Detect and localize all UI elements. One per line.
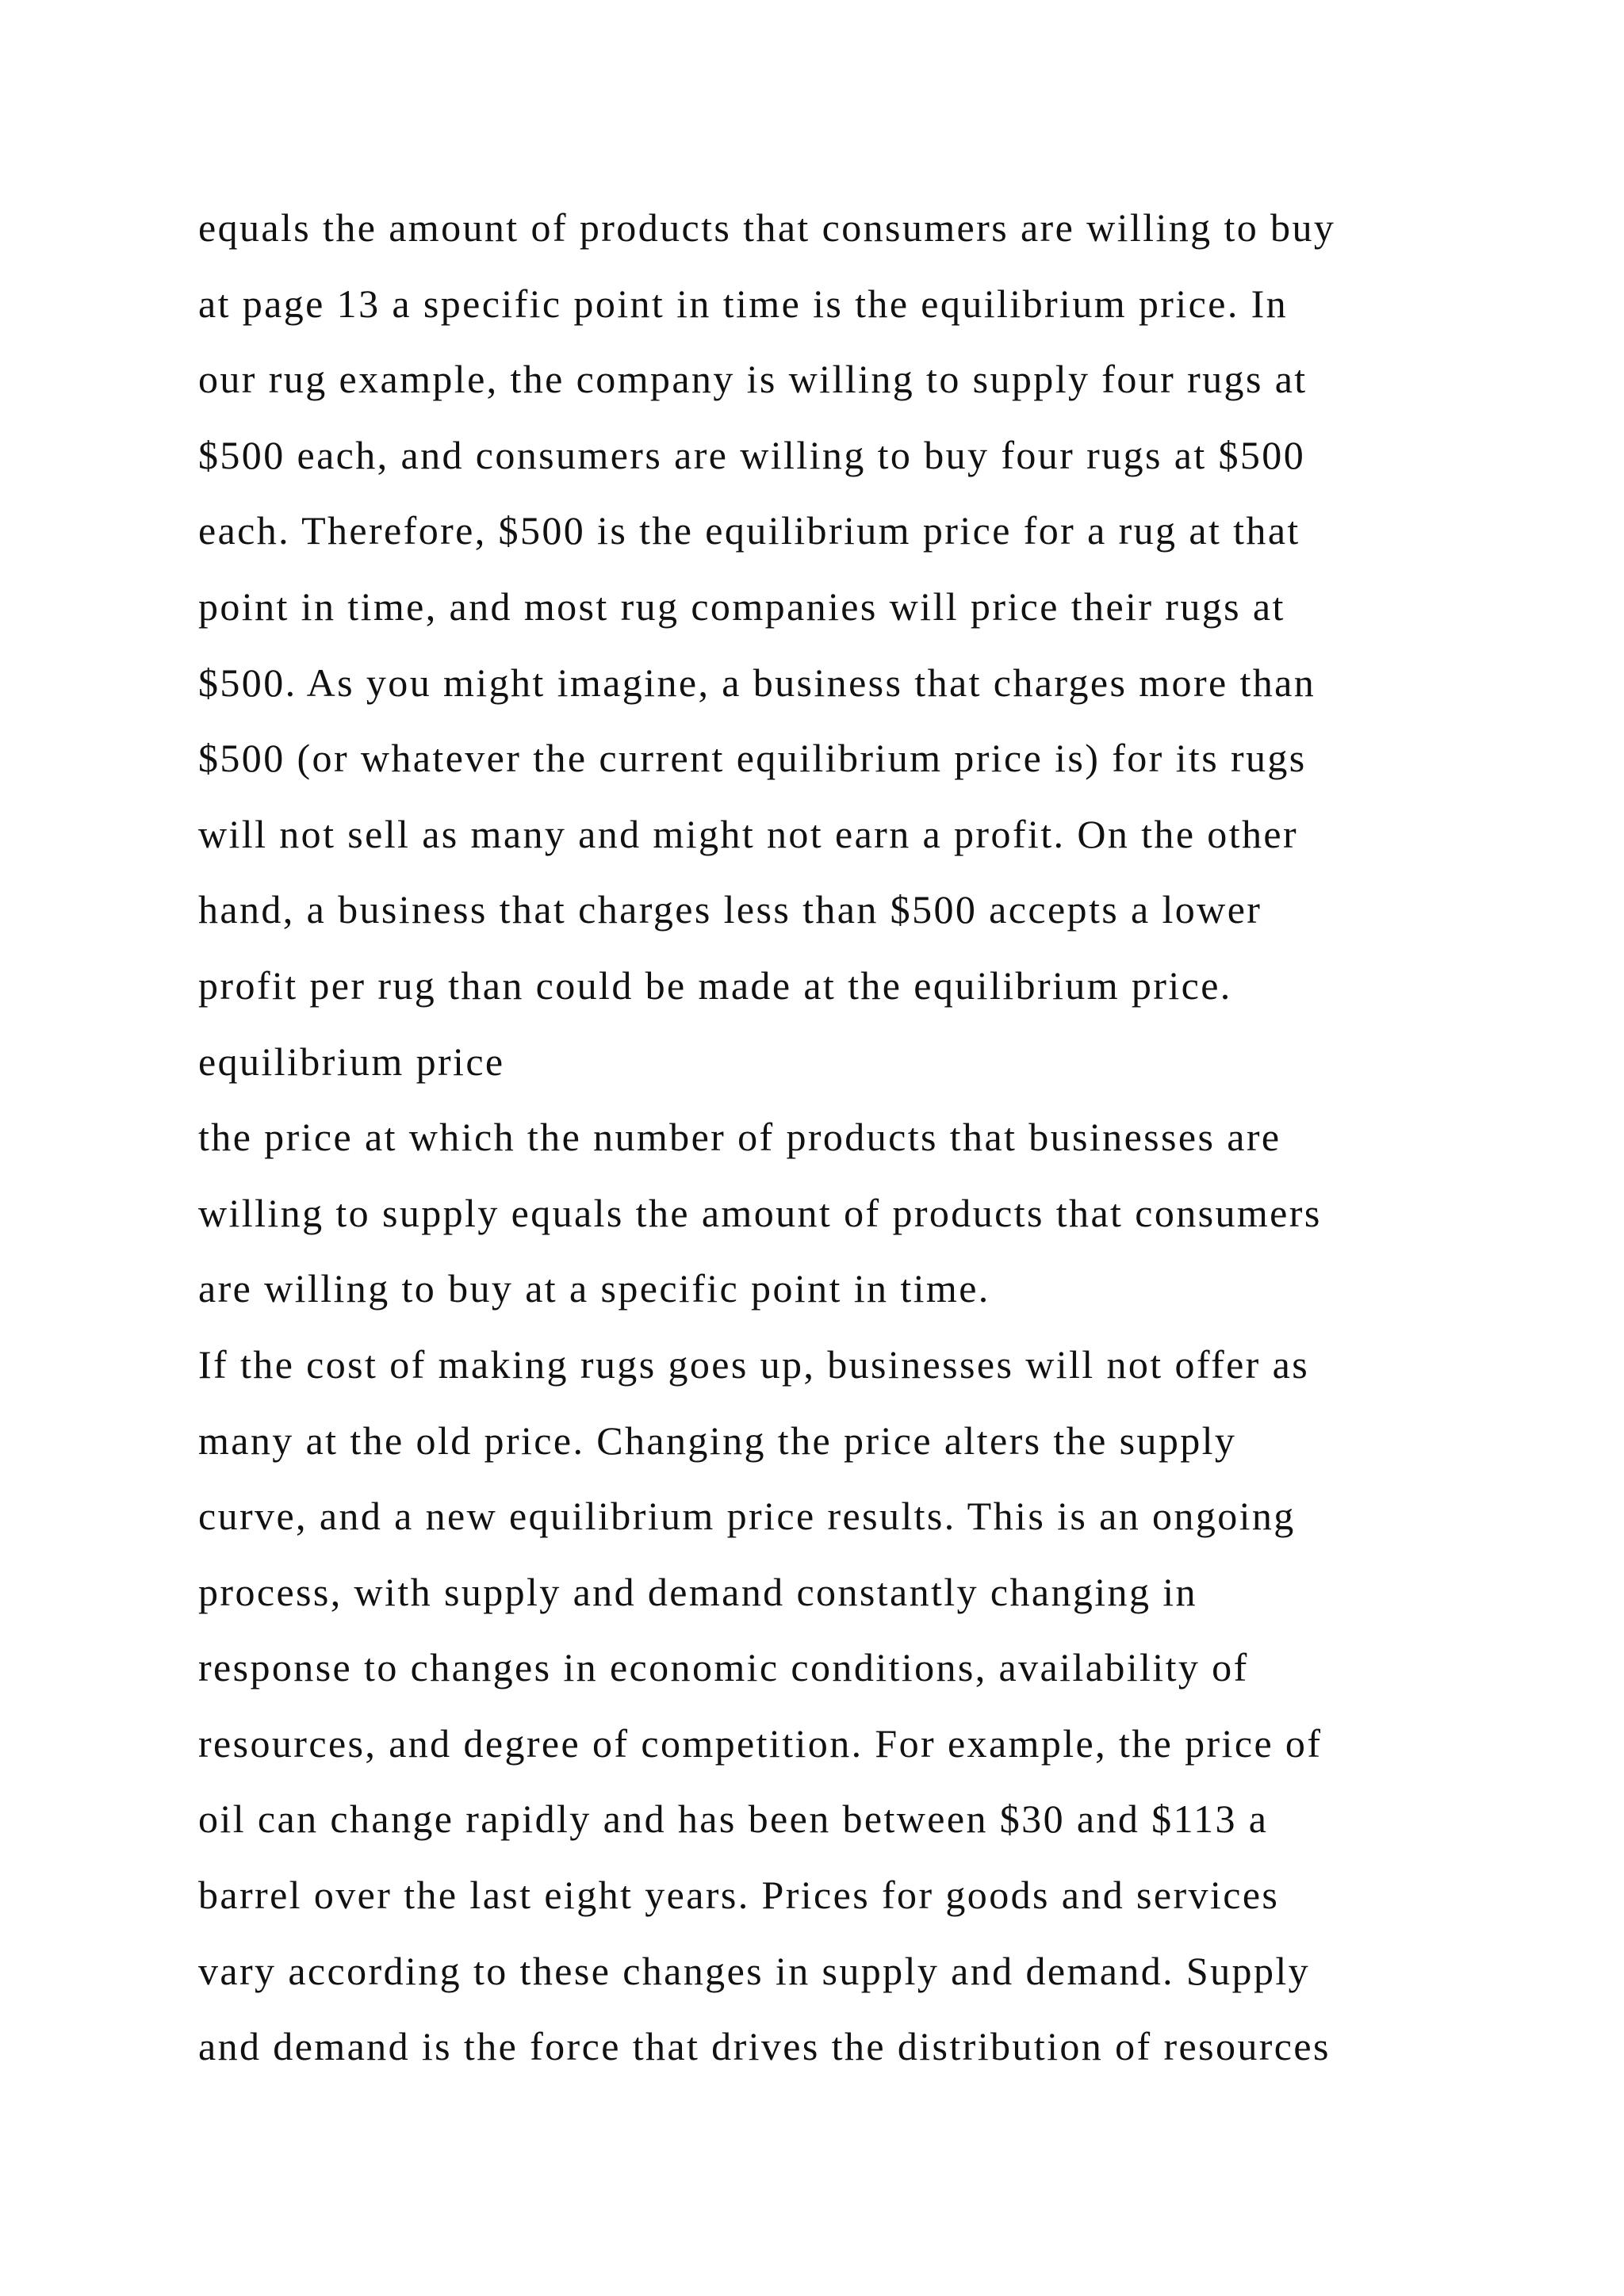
glossary-definition-line: are willing to buy at a specific point in time.	[198, 1266, 990, 1311]
text-line: profit per rug than could be made at the equilibrium price.	[198, 962, 1232, 1008]
text-line: $500 (or whatever the current equilibrium price is) for its rugs	[198, 736, 1307, 781]
text-line: $500. As you might imagine, a business that charges more than	[198, 660, 1316, 705]
text-line: and demand is the force that drives the distribution of resources	[198, 2024, 1331, 2069]
text-line: response to changes in economic conditions, availability of	[198, 1645, 1249, 1690]
text-line: our rug example, the company is willing to supply four rugs at	[198, 357, 1308, 402]
glossary-definition-line: willing to supply equals the amount of products that consumers	[198, 1190, 1322, 1235]
text-line: at page 13 a specific point in time is the equilibrium price. In	[198, 281, 1289, 326]
glossary-term: equilibrium price	[198, 1039, 505, 1084]
text-line: will not sell as many and might not earn a profit. On the other	[198, 811, 1299, 856]
text-line: resources, and degree of competition. For example, the price of	[198, 1720, 1323, 1766]
text-line: If the cost of making rugs goes up, businesses will not offer as	[198, 1341, 1310, 1387]
text-line: many at the old price. Changing the price alters the supply	[198, 1418, 1237, 1463]
body-text	[198, 190, 1483, 2085]
text-line: hand, a business that charges less than $500 accepts a lower	[198, 887, 1262, 932]
text-line: oil can change rapidly and has been between $30 and $113 a	[198, 1797, 1269, 1842]
text-line: process, with supply and demand constantly changing in	[198, 1569, 1197, 1614]
text-line: $500 each, and consumers are willing to buy four rugs at $500	[198, 432, 1306, 477]
text-line: barrel over the last eight years. Prices for goods and services	[198, 1873, 1280, 1918]
glossary-definition-line: the price at which the number of products that businesses are	[198, 1115, 1281, 1160]
text-line: vary according to these changes in supply and demand. Supply	[198, 1948, 1311, 1993]
text-line: each. Therefore, $500 is the equilibrium price for a rug at that	[198, 508, 1300, 553]
text-line: curve, and a new equilibrium price results. This is an ongoing	[198, 1494, 1296, 1539]
text-line: equals the amount of products that consumers are willing to buy	[198, 205, 1336, 250]
text-line: point in time, and most rug companies will price their rugs at	[198, 584, 1285, 629]
